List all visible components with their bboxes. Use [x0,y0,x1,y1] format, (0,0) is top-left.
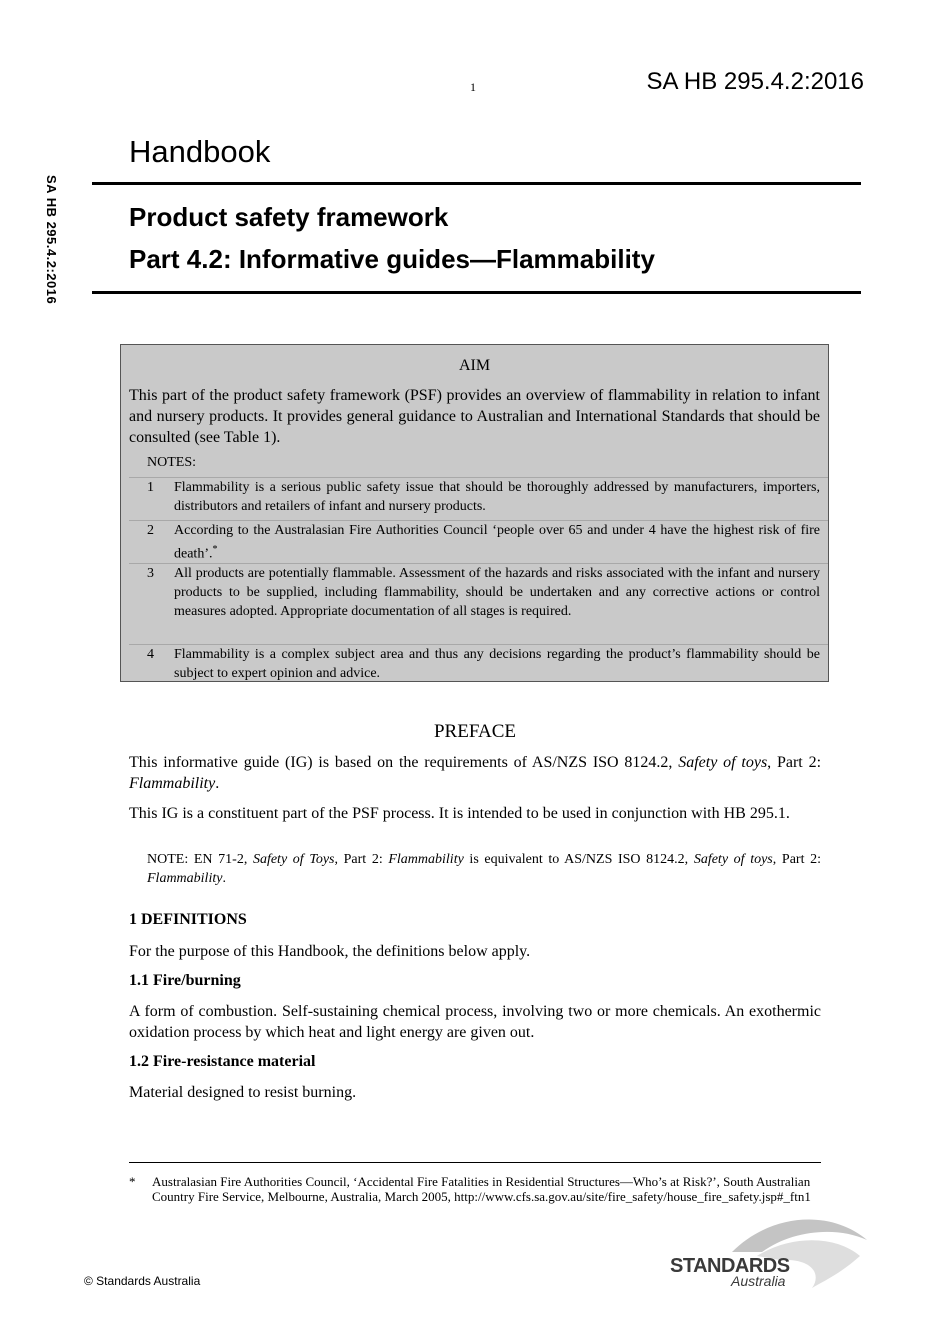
document-kind: Handbook [129,134,271,169]
aim-note-text: According to the Australasian Fire Authorities Council ‘people over 65 and under 4 have the highest risk of fire death’. [174,523,820,562]
aim-heading: AIM [458,357,491,374]
document-id: SA HB 295.4.2:2016 [646,68,864,95]
definition-heading: 1.1 Fire/burning [129,972,241,989]
footnote-text: Australasian Fire Authorities Council, ‘Accidental Fire Fatalities in Residential Structures—Who’s at Risk?’, South Australian Country Fire Service, Melbourne, Australia, March 2005, http://www.cfs.sa.gov.au/site/fire_safety/house_fire_safety.jsp#_ftn1 [152,1174,811,1204]
document-title: Product safety framework [129,202,449,232]
aim-note [147,521,820,564]
footnote-marker: * [129,1174,136,1189]
title-rule-top [92,182,861,185]
definitions-intro: For the purpose of this Handbook, the definitions below apply. [129,943,531,960]
aim-note-text: All products are potentially flammable. Assessment of the hazards and risks associated with the infant and nursery products to be supplied, including flammability, should be undertaken and any corrective actions or control measures adopted. Appropriate documentation of all stages is required. [174,566,820,619]
aim-note [147,645,820,683]
aim-body: This part of the product safety framework (PSF) provides an overview of flammability in relation to infant and nursery products. It provides general guidance to Australian and International Standards that should be consulted (see Table 1). [129,387,820,446]
side-document-id: SA HB 295.4.2:2016 [44,175,59,305]
preface-paragraph-2: This IG is a constituent part of the PSF process. It is intended to be used in conjunction with HB 295.1. [129,805,790,822]
aim-note-number: 3 [147,566,154,581]
definition-heading: 1.2 Fire-resistance material [129,1053,316,1070]
definition-text: Material designed to resist burning. [129,1084,357,1101]
aim-note-text: Flammability is a serious public safety issue that should be thoroughly addressed by manufacturers, importers, distributors and retailers of infant and nursery products. [174,480,820,514]
preface-paragraph-1: This informative guide (IG) is based on the requirements of AS/NZS ISO 8124.2, Safety of toys, Part 2: Flammability. [129,754,822,792]
document-subtitle: Part 4.2: Informative guides—Flammability [129,244,655,274]
aim-box [120,344,829,682]
aim-note [147,564,820,621]
aim-notes-heading: NOTES: [147,455,196,470]
logo-wordmark: STANDARDS [670,1255,790,1277]
footnote-rule [129,1162,821,1163]
aim-note-number: 4 [147,647,154,662]
title-rule-bottom [92,291,861,294]
aim-note-text: Flammability is a complex subject area and thus any decisions regarding the product’s flammability should be subject to expert opinion and advice. [174,647,820,681]
aim-note-number: 2 [147,523,154,538]
definition-text: A form of combustion. Self-sustaining chemical process, involving two or more chemicals. An exothermic oxidation process by which heat and light energy are given out. [129,1003,821,1041]
standards-australia-logo [662,1212,872,1292]
footnote-ref[interactable]: * [212,544,218,555]
page-number: 1 [470,80,476,94]
aim-note-number: 1 [147,480,154,495]
footnote [129,1174,821,1204]
copyright: © Standards Australia [84,1274,201,1288]
aim-note [147,478,820,516]
section-heading-definitions: 1 DEFINITIONS [129,911,247,928]
preface-heading: PREFACE [433,721,516,742]
preface-note: NOTE: EN 71-2, Safety of Toys, Part 2: Flammability is equivalent to AS/NZS ISO 8124.2, Safety of toys, Part 2: Flammability. [147,852,821,886]
logo-subword: Australia [731,1273,786,1289]
